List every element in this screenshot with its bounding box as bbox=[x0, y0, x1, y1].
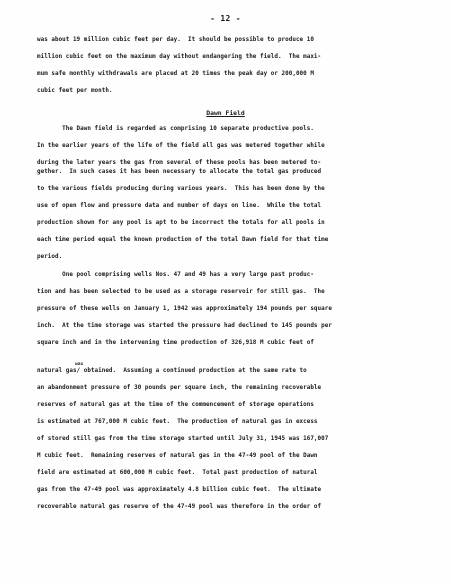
text-line: M cubic feet. Remaining reserves of natural gas in the 47-49 pool of the Dawn bbox=[37, 453, 318, 459]
text-line: square inch and in the intervening time production of 326,918 M cubic feet of bbox=[37, 340, 314, 346]
text-line: mum safe monthly withdrawals are placed at 20 times the peak day or 200,000 M bbox=[37, 71, 314, 77]
text-line: million cubic feet on the maximum day without endangering the field. The maxi- bbox=[37, 54, 322, 60]
text-line: reserves of natural gas at the time of the commencement of storage operations bbox=[37, 402, 314, 408]
text-line: gether. In such cases it has been necessary to allocate the total gas produced bbox=[37, 169, 322, 175]
text-line: production shown for any pool is apt to be incorrect the totals for all pools in bbox=[37, 220, 325, 226]
text-line: of stored still gas from the time storage started until July 31, 1945 was 167,007 bbox=[37, 436, 329, 442]
text-line: In the earlier years of the life of the field all gas was metered together while bbox=[37, 143, 325, 149]
section-heading bbox=[0, 109, 451, 117]
text-line: use of open flow and pressure data and number of days on line. While the total bbox=[37, 203, 322, 209]
text-line: inch. At the time storage was started the pressure had declined to 145 pounds per bbox=[37, 323, 332, 329]
handwritten-insert: was bbox=[75, 362, 84, 367]
text-line: The Dawn field is regarded as comprising 10 separate productive pools. bbox=[37, 126, 314, 132]
text-line: each time period equal the known production of the total Dawn field for that time bbox=[37, 237, 329, 243]
text-line: gas from the 47-49 pool was approximately 4.8 billion cubic feet. The ultimate bbox=[37, 487, 322, 493]
text-line: field are estimated at 600,000 M cubic feet. Total past production of natural bbox=[37, 470, 318, 476]
text-line: tion and has been selected to be used as a storage reservoir for still gas. The bbox=[37, 289, 325, 295]
text-line: during the later years the gas from several of these pools has been metered to- bbox=[37, 160, 322, 166]
text-line: recoverable natural gas reserve of the 47-49 pool was therefore in the order of bbox=[37, 504, 322, 510]
text-line: is estimated at 767,000 M cubic feet. The production of natural gas in excess bbox=[37, 419, 318, 425]
text-line: was about 19 million cubic feet per day. It should be possible to produce 10 bbox=[37, 37, 314, 43]
text-line: cubic feet per month. bbox=[37, 88, 113, 94]
page-number: - 12 - bbox=[210, 14, 241, 23]
text-line: to the various fields producing during various years. This has been done by the bbox=[37, 186, 325, 192]
text-line: natural gas/ obtained. Assuming a continued production at the same rate to bbox=[37, 368, 307, 374]
text-line: an abandonment pressure of 30 pounds per square inch, the remaining recoverable bbox=[37, 385, 322, 391]
text-line: period. bbox=[37, 254, 63, 260]
text-line: pressure of these wells on January 1, 1942 was approximately 194 pounds per square bbox=[37, 306, 332, 312]
text-line: One pool comprising wells Nos. 47 and 49 has a very large past produc- bbox=[37, 272, 314, 278]
section-heading-text: Dawn Field bbox=[206, 109, 245, 117]
